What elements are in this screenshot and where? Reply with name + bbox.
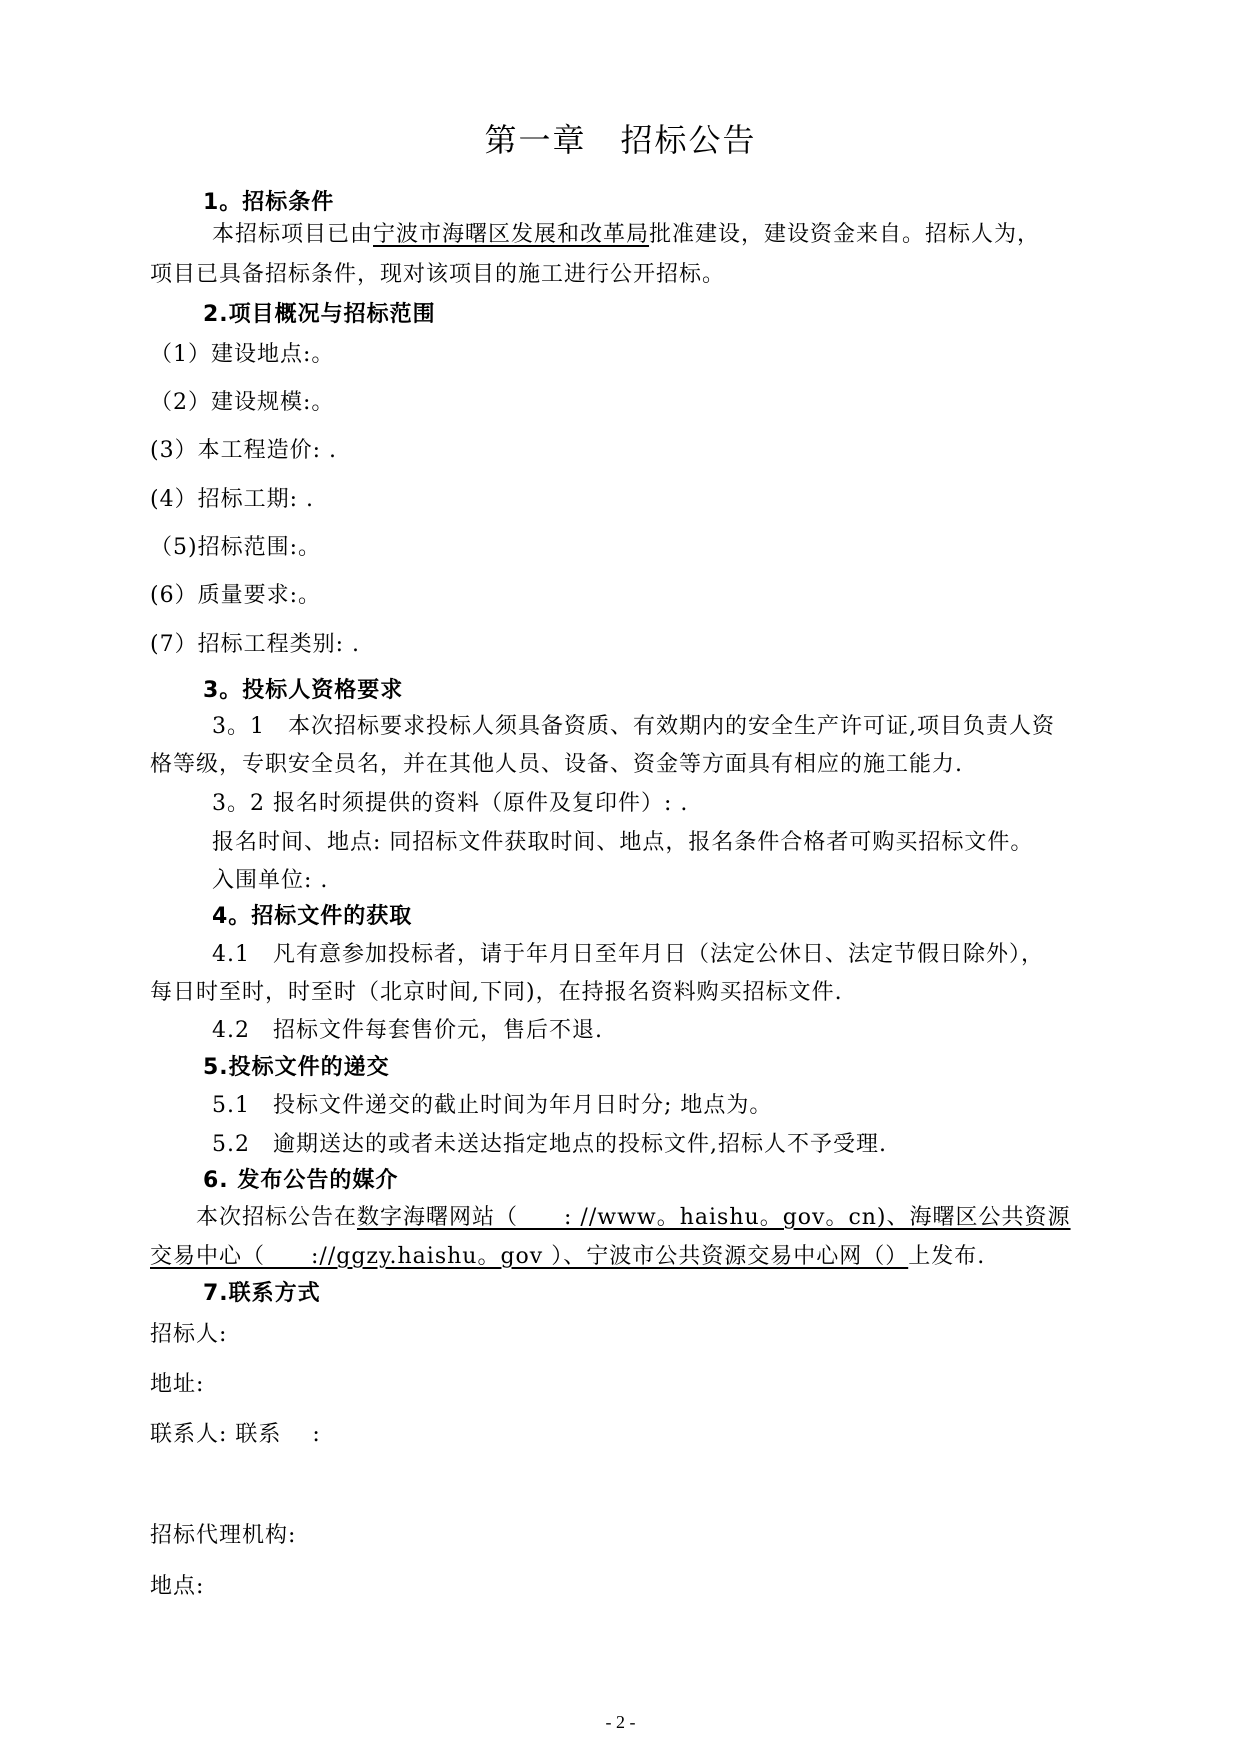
section-4-paragraph-2: 每日时至时，时至时（北京时间,下同)，在持报名资料购买招标文件. xyxy=(150,980,843,1005)
project-item-duration: (4）招标工期: . xyxy=(150,487,314,512)
contact-person: 联系人: 联系 : xyxy=(150,1422,321,1447)
text-segment: 上发布. xyxy=(908,1244,986,1269)
section-7-heading: 7.联系方式 xyxy=(203,1281,321,1306)
section-6-heading: 6. 发布公告的媒介 xyxy=(203,1168,399,1193)
chapter-title: 第一章 招标公告 xyxy=(484,121,757,159)
section-5-paragraph-2: 5.2 逾期送达的或者未送达指定地点的投标文件,招标人不予受理. xyxy=(212,1132,887,1157)
text-segment: 批准建设，建设资金来自。招标人为， xyxy=(649,222,1041,247)
section-3-heading: 3。投标人资格要求 xyxy=(203,678,404,703)
page-number: - 2 - xyxy=(605,1712,636,1732)
contact-address: 地址: xyxy=(150,1372,205,1397)
approval-authority: 宁波市海曙区发展和改革局 xyxy=(373,222,650,247)
section-4-heading: 4。招标文件的获取 xyxy=(212,904,413,929)
media-sources: 交易中心（ ://ggzy.haishu。gov ）、宁波市公共资源交易中心网（） xyxy=(150,1244,909,1269)
section-2-heading: 2.项目概况与招标范围 xyxy=(203,302,436,327)
contact-agency: 招标代理机构: xyxy=(150,1523,297,1548)
section-1-paragraph-line-2: 项目已具备招标条件，现对该项目的施工进行公开招标。 xyxy=(150,262,726,287)
media-sources: 数字海曙网站（ : //www。haishu。gov。cn)、海曙区公共资源 xyxy=(357,1205,1071,1230)
contact-location: 地点: xyxy=(150,1574,205,1599)
project-item-scale: （2）建设规模:。 xyxy=(150,390,335,415)
section-4-paragraph-3: 4.2 招标文件每套售价元，售后不退. xyxy=(212,1018,603,1043)
text-segment: 本招标项目已由 xyxy=(212,222,374,247)
section-1-paragraph-line-1 xyxy=(212,220,1040,250)
project-item-category: (7）招标工程类别: . xyxy=(150,632,360,657)
project-item-scope: （5)招标范围:。 xyxy=(150,535,321,560)
section-4-paragraph-1: 4.1 凡有意参加投标者，请于年月日至年月日（法定公休日、法定节假日除外）， xyxy=(212,942,1044,967)
project-item-location: （1）建设地点:。 xyxy=(150,342,335,367)
contact-tenderer: 招标人: xyxy=(150,1322,228,1347)
project-item-cost: (3）本工程造价: . xyxy=(150,438,337,463)
project-item-quality: (6）质量要求:。 xyxy=(150,583,321,608)
section-3-paragraph-4: 报名时间、地点: 同招标文件获取时间、地点，报名条件合格者可购买招标文件。 xyxy=(212,830,1034,855)
section-5-paragraph-1: 5.1 投标文件递交的截止时间为年月日时分; 地点为。 xyxy=(212,1093,773,1118)
section-6-paragraph-line-1 xyxy=(196,1203,1071,1233)
section-1-heading: 1。招标条件 xyxy=(203,190,335,215)
section-3-paragraph-5: 入围单位: . xyxy=(212,868,329,893)
section-3-paragraph-1: 3。1 本次招标要求投标人须具备资质、有效期内的安全生产许可证,项目负责人资 xyxy=(212,714,1055,739)
text-segment: 本次招标公告在 xyxy=(196,1205,358,1230)
section-3-paragraph-2: 格等级，专职安全员名，并在其他人员、设备、资金等方面具有相应的施工能力. xyxy=(150,752,963,777)
section-5-heading: 5.投标文件的递交 xyxy=(203,1055,390,1080)
section-6-paragraph-line-2 xyxy=(150,1242,985,1272)
section-3-paragraph-3: 3。2 报名时须提供的资料（原件及复印件）: . xyxy=(212,791,689,816)
